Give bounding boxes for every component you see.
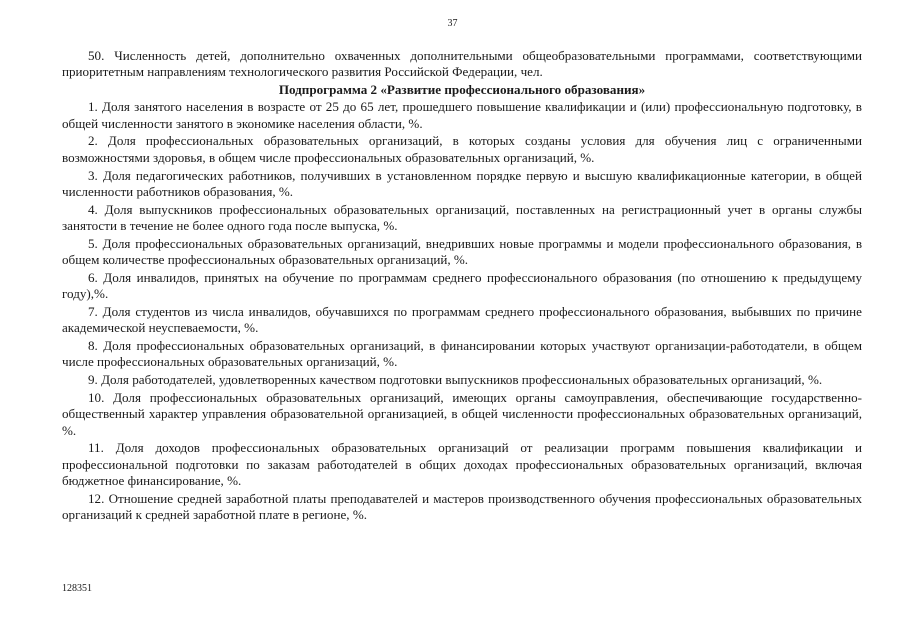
document-body [62, 48, 862, 525]
indicator-item-12: 12. Отношение средней заработной платы преподавателей и мастеров производственного обучения профессиональных образовательных организаций к средней заработной плате в регионе, %. [62, 490, 862, 523]
subprogram-heading: Подпрограмма 2 «Развитие профессионального образования» [278, 82, 646, 98]
indicator-item-8: 8. Доля профессиональных образовательных организаций, в финансировании которых участвуют организации-работодатели, в общем числе профессиональных образовательных организаций, %. [62, 338, 862, 370]
indicator-item-10: 10. Доля профессиональных образовательных организаций, имеющих органы самоуправления, обеспечивающие государственно-общественный характер управления образовательной организацией, в общей численности профессиональных образовательных организаций, %. [62, 389, 862, 438]
document-code: 128351 [62, 583, 92, 594]
indicator-item-1: 1. Доля занятого населения в возрасте от 25 до 65 лет, прошедшего повышение квалификации и (или) профессиональную подготовку, в общей численности занятого в экономике населения области, %. [62, 99, 862, 131]
indicator-item-4: 4. Доля выпускников профессиональных образовательных организаций, поставленных на регистрационный учет в органы службы занятости в течение не более одного года после выпуска, %. [62, 201, 862, 233]
indicator-item-5: 5. Доля профессиональных образовательных организаций, внедривших новые программы и модели профессионального образования, в общем количестве профессиональных образовательных организаций, %. [62, 235, 862, 268]
page-number: 37 [447, 18, 458, 29]
indicator-item-6: 6. Доля инвалидов, принятых на обучение по программам среднего профессионального образования (по отношению к предыдущему году),%. [62, 269, 862, 302]
indicator-item-7: 7. Доля студентов из числа инвалидов, обучавшихся по программам среднего профессионального образования, выбывших по причине академической неуспеваемости, %. [62, 303, 862, 336]
intro-paragraph: 50. Численность детей, дополнительно охваченных дополнительными общеобразовательными программами, соответствующими приоритетным направлениям технологического развития Российской Федерации, чел. [62, 48, 862, 80]
indicator-item-2: 2. Доля профессиональных образовательных организаций, в которых созданы условия для обучения лиц с ограниченными возможностями здоровья, в общем числе профессиональных образовательных организаций, %. [62, 133, 862, 165]
indicator-item-11: 11. Доля доходов профессиональных образовательных организаций от реализации программ повышения квалификации и профессиональной подготовки по заказам работодателей в общих доходах профессиональных образовательных организаций, включая бюджетное финансирование, %. [62, 440, 862, 488]
indicator-item-9: 9. Доля работодателей, удовлетворенных качеством подготовки выпускников профессиональных образовательных организаций, %. [88, 372, 823, 388]
indicator-item-3: 3. Доля педагогических работников, получивших в установленном порядке первую и высшую квалификационные категории, в общей численности работников образования, %. [62, 167, 862, 199]
